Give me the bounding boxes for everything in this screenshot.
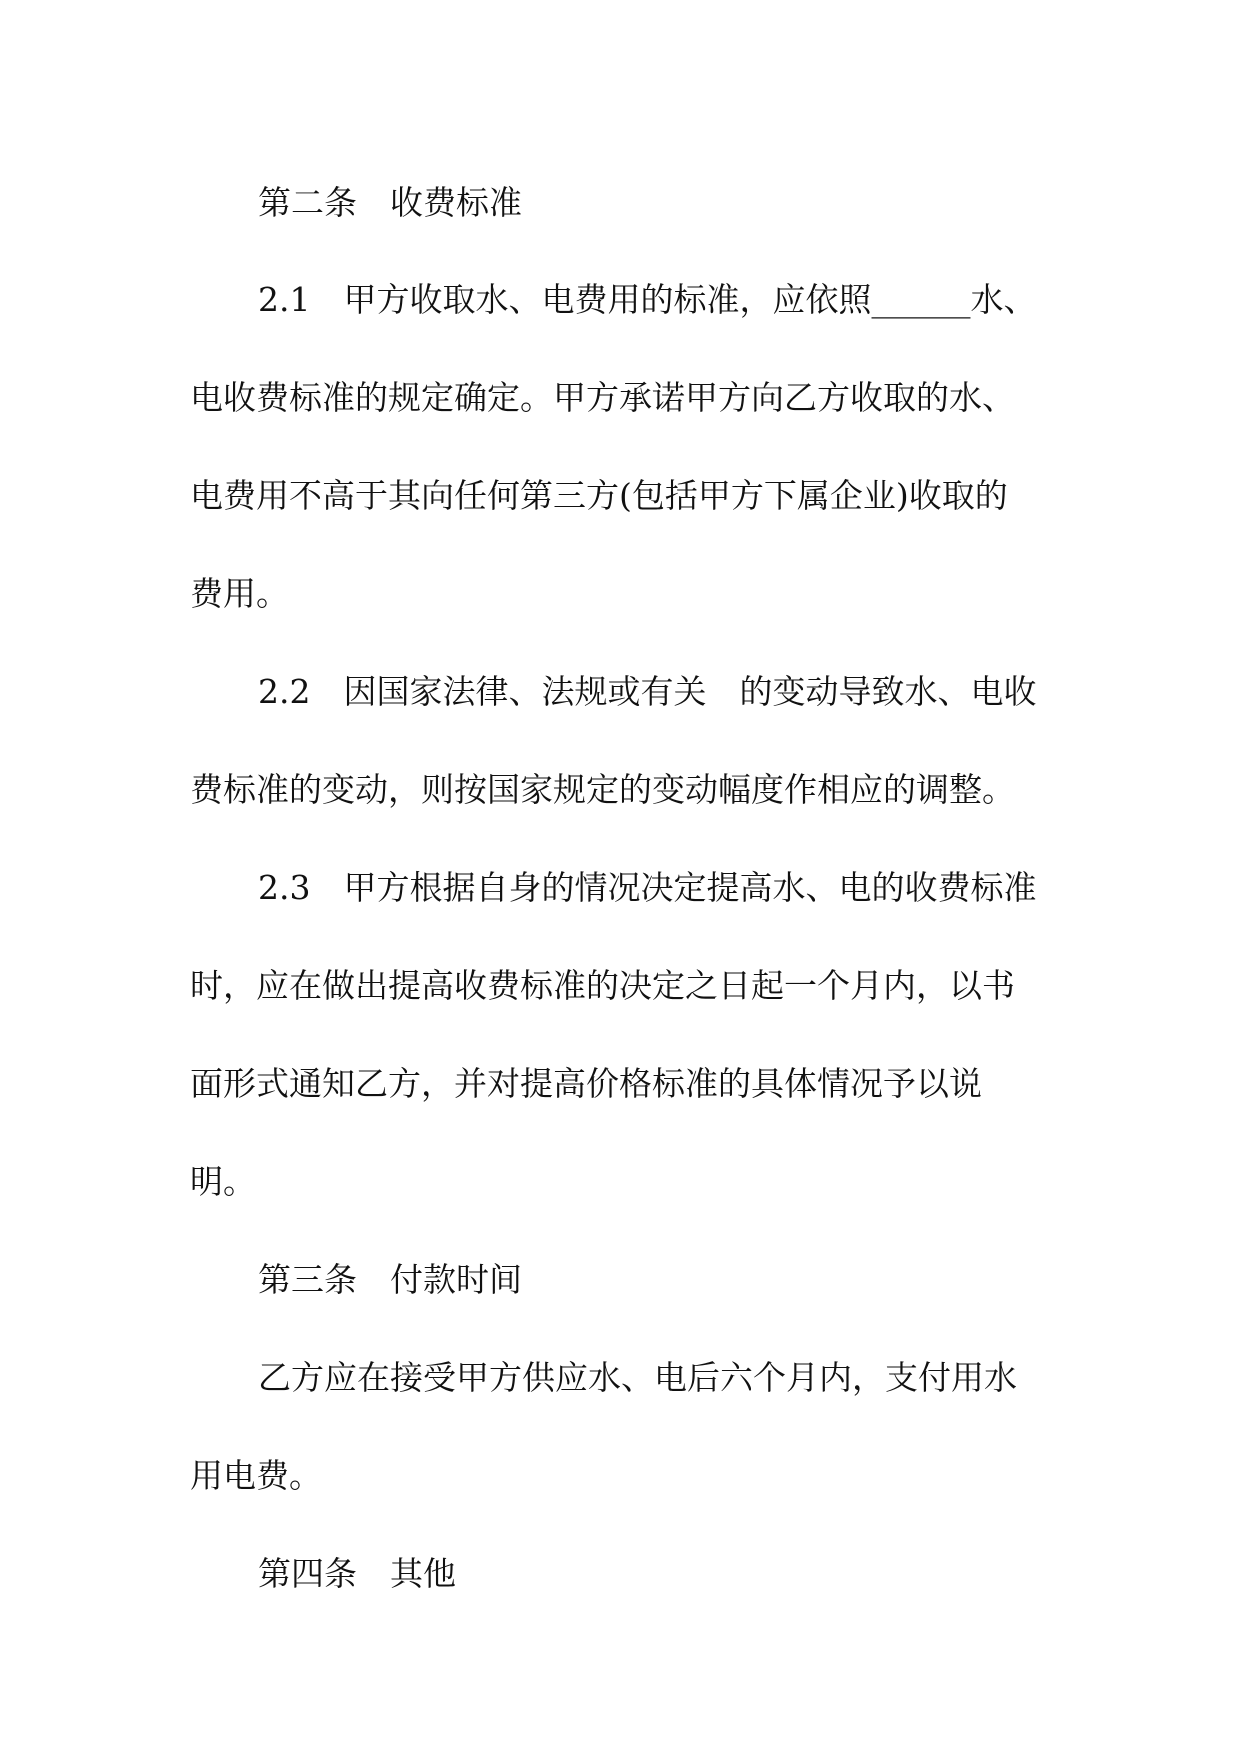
clause-2-1-line-3: 电费用不高于其向任何第三方(包括甲方下属企业)收取的 (190, 476, 1008, 515)
clause-2-1-line-2: 电收费标准的规定确定。甲方承诺甲方向乙方收取的水、 (190, 378, 1015, 417)
article-4-heading: 第四条 其他 (258, 1554, 456, 1593)
clause-2-1-line-4: 费用。 (190, 574, 289, 613)
article-2-heading: 第二条 收费标准 (258, 183, 522, 222)
clause-2-2-line-2: 费标准的变动，则按国家规定的变动幅度作相应的调整。 (190, 770, 1015, 809)
clause-2-3-line-1: 2.3 甲方根据自身的情况决定提高水、电的收费标准 (258, 868, 1037, 907)
clause-2-3-line-2: 时，应在做出提高收费标准的决定之日起一个月内，以书 (190, 966, 1015, 1005)
clause-2-3-line-4: 明。 (190, 1162, 256, 1201)
clause-2-3-line-3: 面形式通知乙方，并对提高价格标准的具体情况予以说 (190, 1064, 982, 1103)
article-3-body-line-1: 乙方应在接受甲方供应水、电后六个月内，支付用水 (258, 1358, 1017, 1397)
article-3-body-line-2: 用电费。 (190, 1456, 322, 1495)
article-3-heading: 第三条 付款时间 (258, 1260, 522, 1299)
clause-2-1-line-1: 2.1 甲方收取水、电费用的标准，应依照______水、 (258, 280, 1037, 319)
clause-2-2-line-1: 2.2 因国家法律、法规或有关 的变动导致水、电收 (258, 672, 1037, 711)
